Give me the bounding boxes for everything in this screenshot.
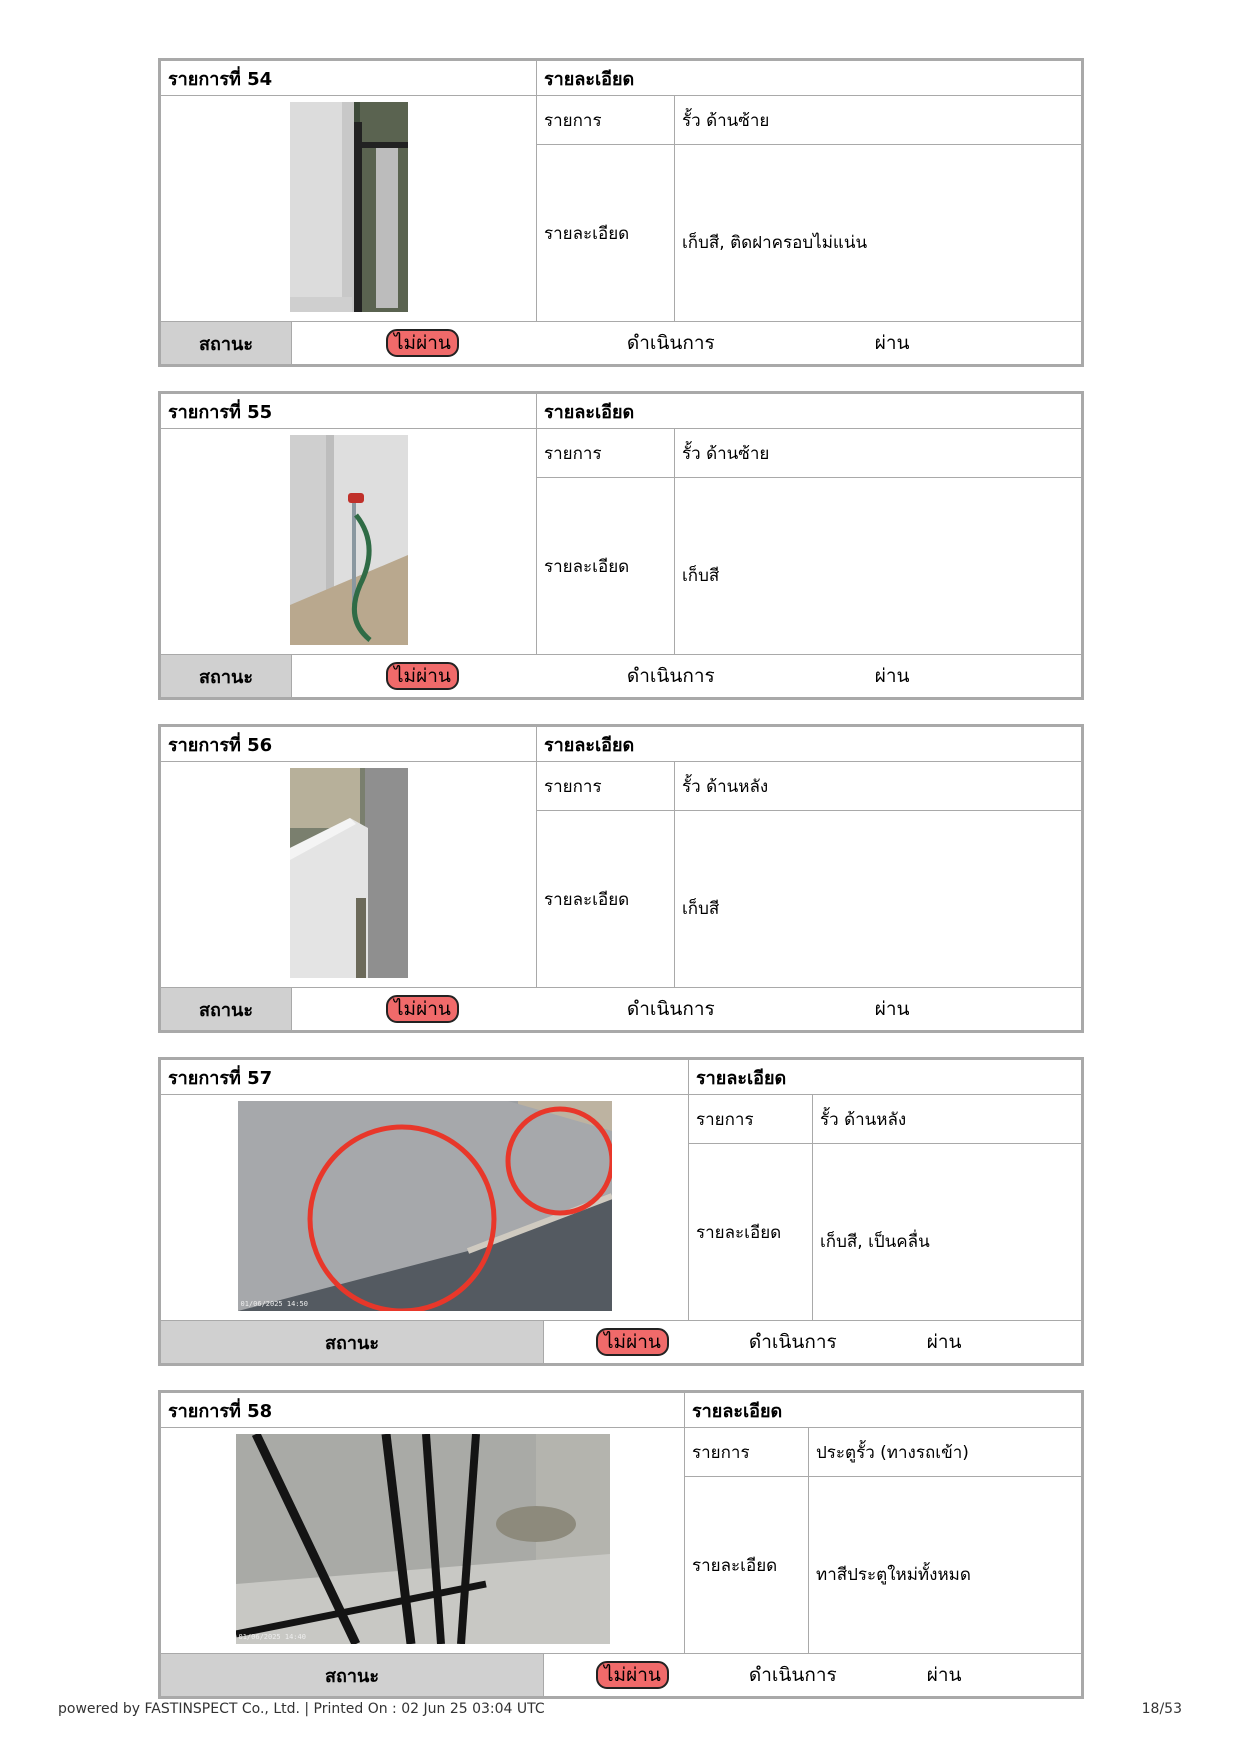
detail-label: รายละเอียด	[537, 145, 675, 322]
inspection-item-56	[158, 724, 1084, 1033]
detail-header: รายละเอียด	[685, 1393, 1082, 1428]
item-label: รายการ	[537, 429, 675, 478]
item-value: รั้ว ด้านหลัง	[675, 762, 1082, 811]
inspection-photo[interactable]	[238, 1101, 612, 1311]
status-in-progress-option[interactable]: ดำเนินการ	[748, 1331, 837, 1353]
status-pass-option[interactable]: ผ่าน	[874, 332, 910, 354]
status-in-progress-option[interactable]: ดำเนินการ	[626, 332, 715, 354]
inspection-item-58	[158, 1390, 1084, 1699]
status-label: สถานะ	[161, 988, 292, 1030]
status-fail-option[interactable]: ไม่ผ่าน	[596, 1328, 669, 1356]
item-value: รั้ว ด้านหลัง	[813, 1095, 1082, 1144]
status-row	[161, 322, 1082, 365]
item-label: รายการ	[685, 1428, 809, 1477]
photo-cell	[161, 429, 537, 655]
status-fail-option[interactable]: ไม่ผ่าน	[386, 995, 459, 1023]
inspection-photo[interactable]	[290, 102, 408, 312]
detail-header: รายละเอียด	[537, 727, 1082, 762]
detail-value: เก็บสี	[675, 478, 1082, 655]
status-label: สถานะ	[161, 655, 292, 697]
status-fail-option[interactable]: ไม่ผ่าน	[596, 1661, 669, 1689]
detail-header: รายละเอียด	[689, 1060, 1082, 1095]
detail-label: รายละเอียด	[537, 811, 675, 988]
status-row	[161, 988, 1082, 1031]
status-pass-option[interactable]: ผ่าน	[926, 1331, 962, 1353]
inspection-item-55	[158, 391, 1084, 700]
item-label: รายการ	[689, 1095, 813, 1144]
page-number: 18/53	[1141, 1701, 1182, 1717]
detail-value: เก็บสี	[675, 811, 1082, 988]
inspection-item-54	[158, 58, 1084, 367]
photo-timestamp: 01/06/2025 14:50	[240, 1300, 308, 1308]
photo-cell	[161, 96, 537, 322]
inspection-photo[interactable]	[290, 435, 408, 645]
item-title: รายการที่ 55	[161, 394, 537, 429]
detail-value: เก็บสี, ติดฝาครอบไม่แน่น	[675, 145, 1082, 322]
detail-header: รายละเอียด	[537, 394, 1082, 429]
detail-label: รายละเอียด	[685, 1477, 809, 1654]
status-pass-option[interactable]: ผ่าน	[874, 998, 910, 1020]
status-row	[161, 655, 1082, 698]
footer-credit: powered by FASTINSPECT Co., Ltd. | Printed On : 02 Jun 25 03:04 UTC	[58, 1701, 545, 1717]
photo-timestamp: 01/06/2025 14:40	[238, 1633, 306, 1641]
status-in-progress-option[interactable]: ดำเนินการ	[748, 1664, 837, 1686]
status-pass-option[interactable]: ผ่าน	[926, 1664, 962, 1686]
photo-cell	[161, 762, 537, 988]
item-label: รายการ	[537, 96, 675, 145]
detail-label: รายละเอียด	[689, 1144, 813, 1321]
item-title: รายการที่ 57	[161, 1060, 689, 1095]
inspection-photo[interactable]	[290, 768, 408, 978]
detail-value: ทาสีประตูใหม่ทั้งหมด	[809, 1477, 1082, 1654]
inspection-item-57	[158, 1057, 1084, 1366]
status-label: สถานะ	[161, 322, 292, 364]
status-in-progress-option[interactable]: ดำเนินการ	[626, 665, 715, 687]
photo-cell	[161, 1428, 685, 1654]
status-fail-option[interactable]: ไม่ผ่าน	[386, 662, 459, 690]
status-row	[161, 1654, 1082, 1697]
status-row	[161, 1321, 1082, 1364]
item-value: ประตูรั้ว (ทางรถเข้า)	[809, 1428, 1082, 1477]
photo-cell	[161, 1095, 689, 1321]
status-in-progress-option[interactable]: ดำเนินการ	[626, 998, 715, 1020]
item-label: รายการ	[537, 762, 675, 811]
status-label: สถานะ	[161, 1654, 544, 1696]
inspection-photo[interactable]	[236, 1434, 610, 1644]
item-title: รายการที่ 54	[161, 61, 537, 96]
item-value: รั้ว ด้านซ้าย	[675, 96, 1082, 145]
item-title: รายการที่ 56	[161, 727, 537, 762]
detail-value: เก็บสี, เป็นคลื่น	[813, 1144, 1082, 1321]
status-pass-option[interactable]: ผ่าน	[874, 665, 910, 687]
status-fail-option[interactable]: ไม่ผ่าน	[386, 329, 459, 357]
item-title: รายการที่ 58	[161, 1393, 685, 1428]
detail-label: รายละเอียด	[537, 478, 675, 655]
detail-header: รายละเอียด	[537, 61, 1082, 96]
status-label: สถานะ	[161, 1321, 544, 1363]
item-value: รั้ว ด้านซ้าย	[675, 429, 1082, 478]
